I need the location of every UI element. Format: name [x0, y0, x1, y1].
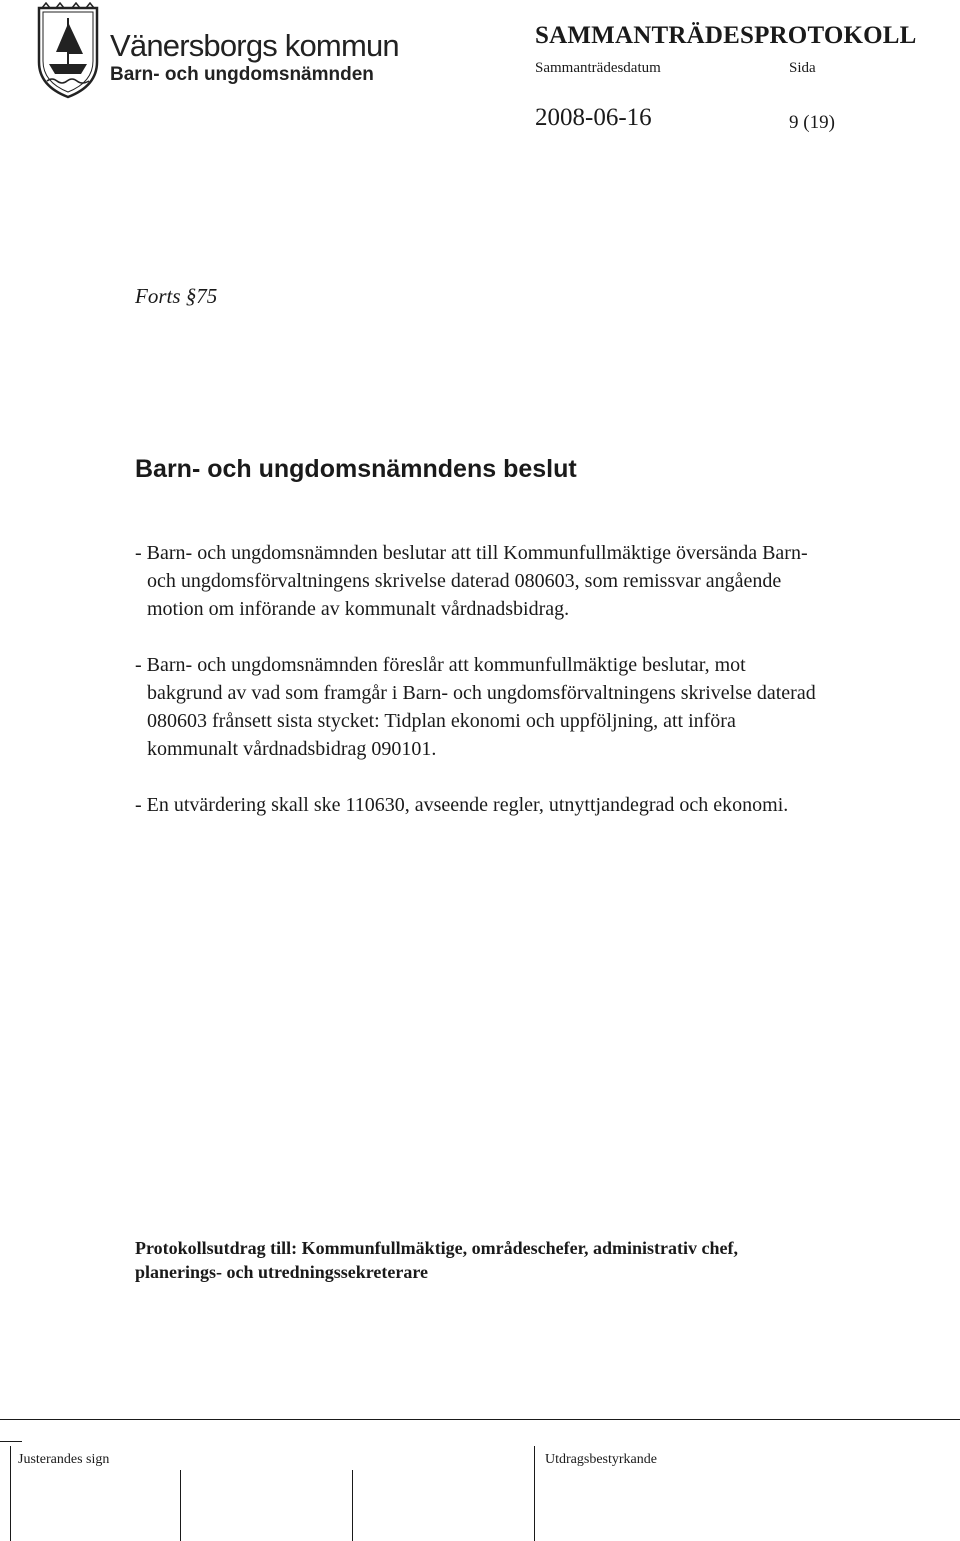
decision2-line: kommunalt vårdnadsbidrag 090101.: [147, 738, 437, 760]
page-number: 9 (19): [789, 112, 835, 133]
continuation-reference: Forts §75: [135, 284, 218, 308]
decision1-line: motion om införande av kommunalt vårdnadsbidrag.: [147, 598, 570, 620]
meeting-date-label: Sammanträdesdatum: [535, 60, 661, 76]
decision3-line: - En utvärdering skall ske 110630, avseende regler, utnyttjandegrad och ekonomi.: [135, 794, 789, 816]
page-label: Sida: [789, 60, 816, 76]
signature-box-line: [10, 1446, 11, 1541]
signature-box-line: [352, 1470, 353, 1541]
footer-divider: [0, 1419, 960, 1420]
signature-box-line: [180, 1470, 181, 1541]
decision2-line: 080603 frånsett sista stycket: Tidplan ekonomi och uppföljning, att införa: [147, 710, 736, 732]
municipality-name: Vänersborgs kommun: [110, 28, 399, 63]
signature-box-line: [534, 1446, 535, 1541]
signature-label: Justerandes sign: [18, 1452, 110, 1467]
decision1-line: och ungdomsförvaltningens skrivelse daterad 080603, som remissvar angående: [147, 570, 782, 592]
protocol-extract-line: Protokollsutdrag till: Kommunfullmäktige, områdeschefer, administrativ chef,: [135, 1238, 738, 1258]
meeting-date: 2008-06-16: [535, 104, 652, 131]
footer-tick: [0, 1441, 22, 1442]
protocol-extract-line: planerings- och utredningssekreterare: [135, 1262, 428, 1282]
section-heading: Barn- och ungdomsnämndens beslut: [135, 455, 577, 483]
decision2-line: bakgrund av vad som framgår i Barn- och ungdomsförvaltningens skrivelse daterad: [147, 682, 816, 704]
decision1-line: - Barn- och ungdomsnämnden beslutar att till Kommunfullmäktige översända Barn-: [135, 542, 808, 564]
municipal-crest-ship-icon: [36, 2, 100, 99]
board-name: Barn- och ungdomsnämnden: [110, 64, 374, 85]
decision2-line: - Barn- och ungdomsnämnden föreslår att kommunfullmäktige beslutar, mot: [135, 654, 746, 676]
document-title: SAMMANTRÄDESPROTOKOLL: [535, 22, 917, 49]
extract-certification-label: Utdragsbestyrkande: [545, 1452, 657, 1467]
